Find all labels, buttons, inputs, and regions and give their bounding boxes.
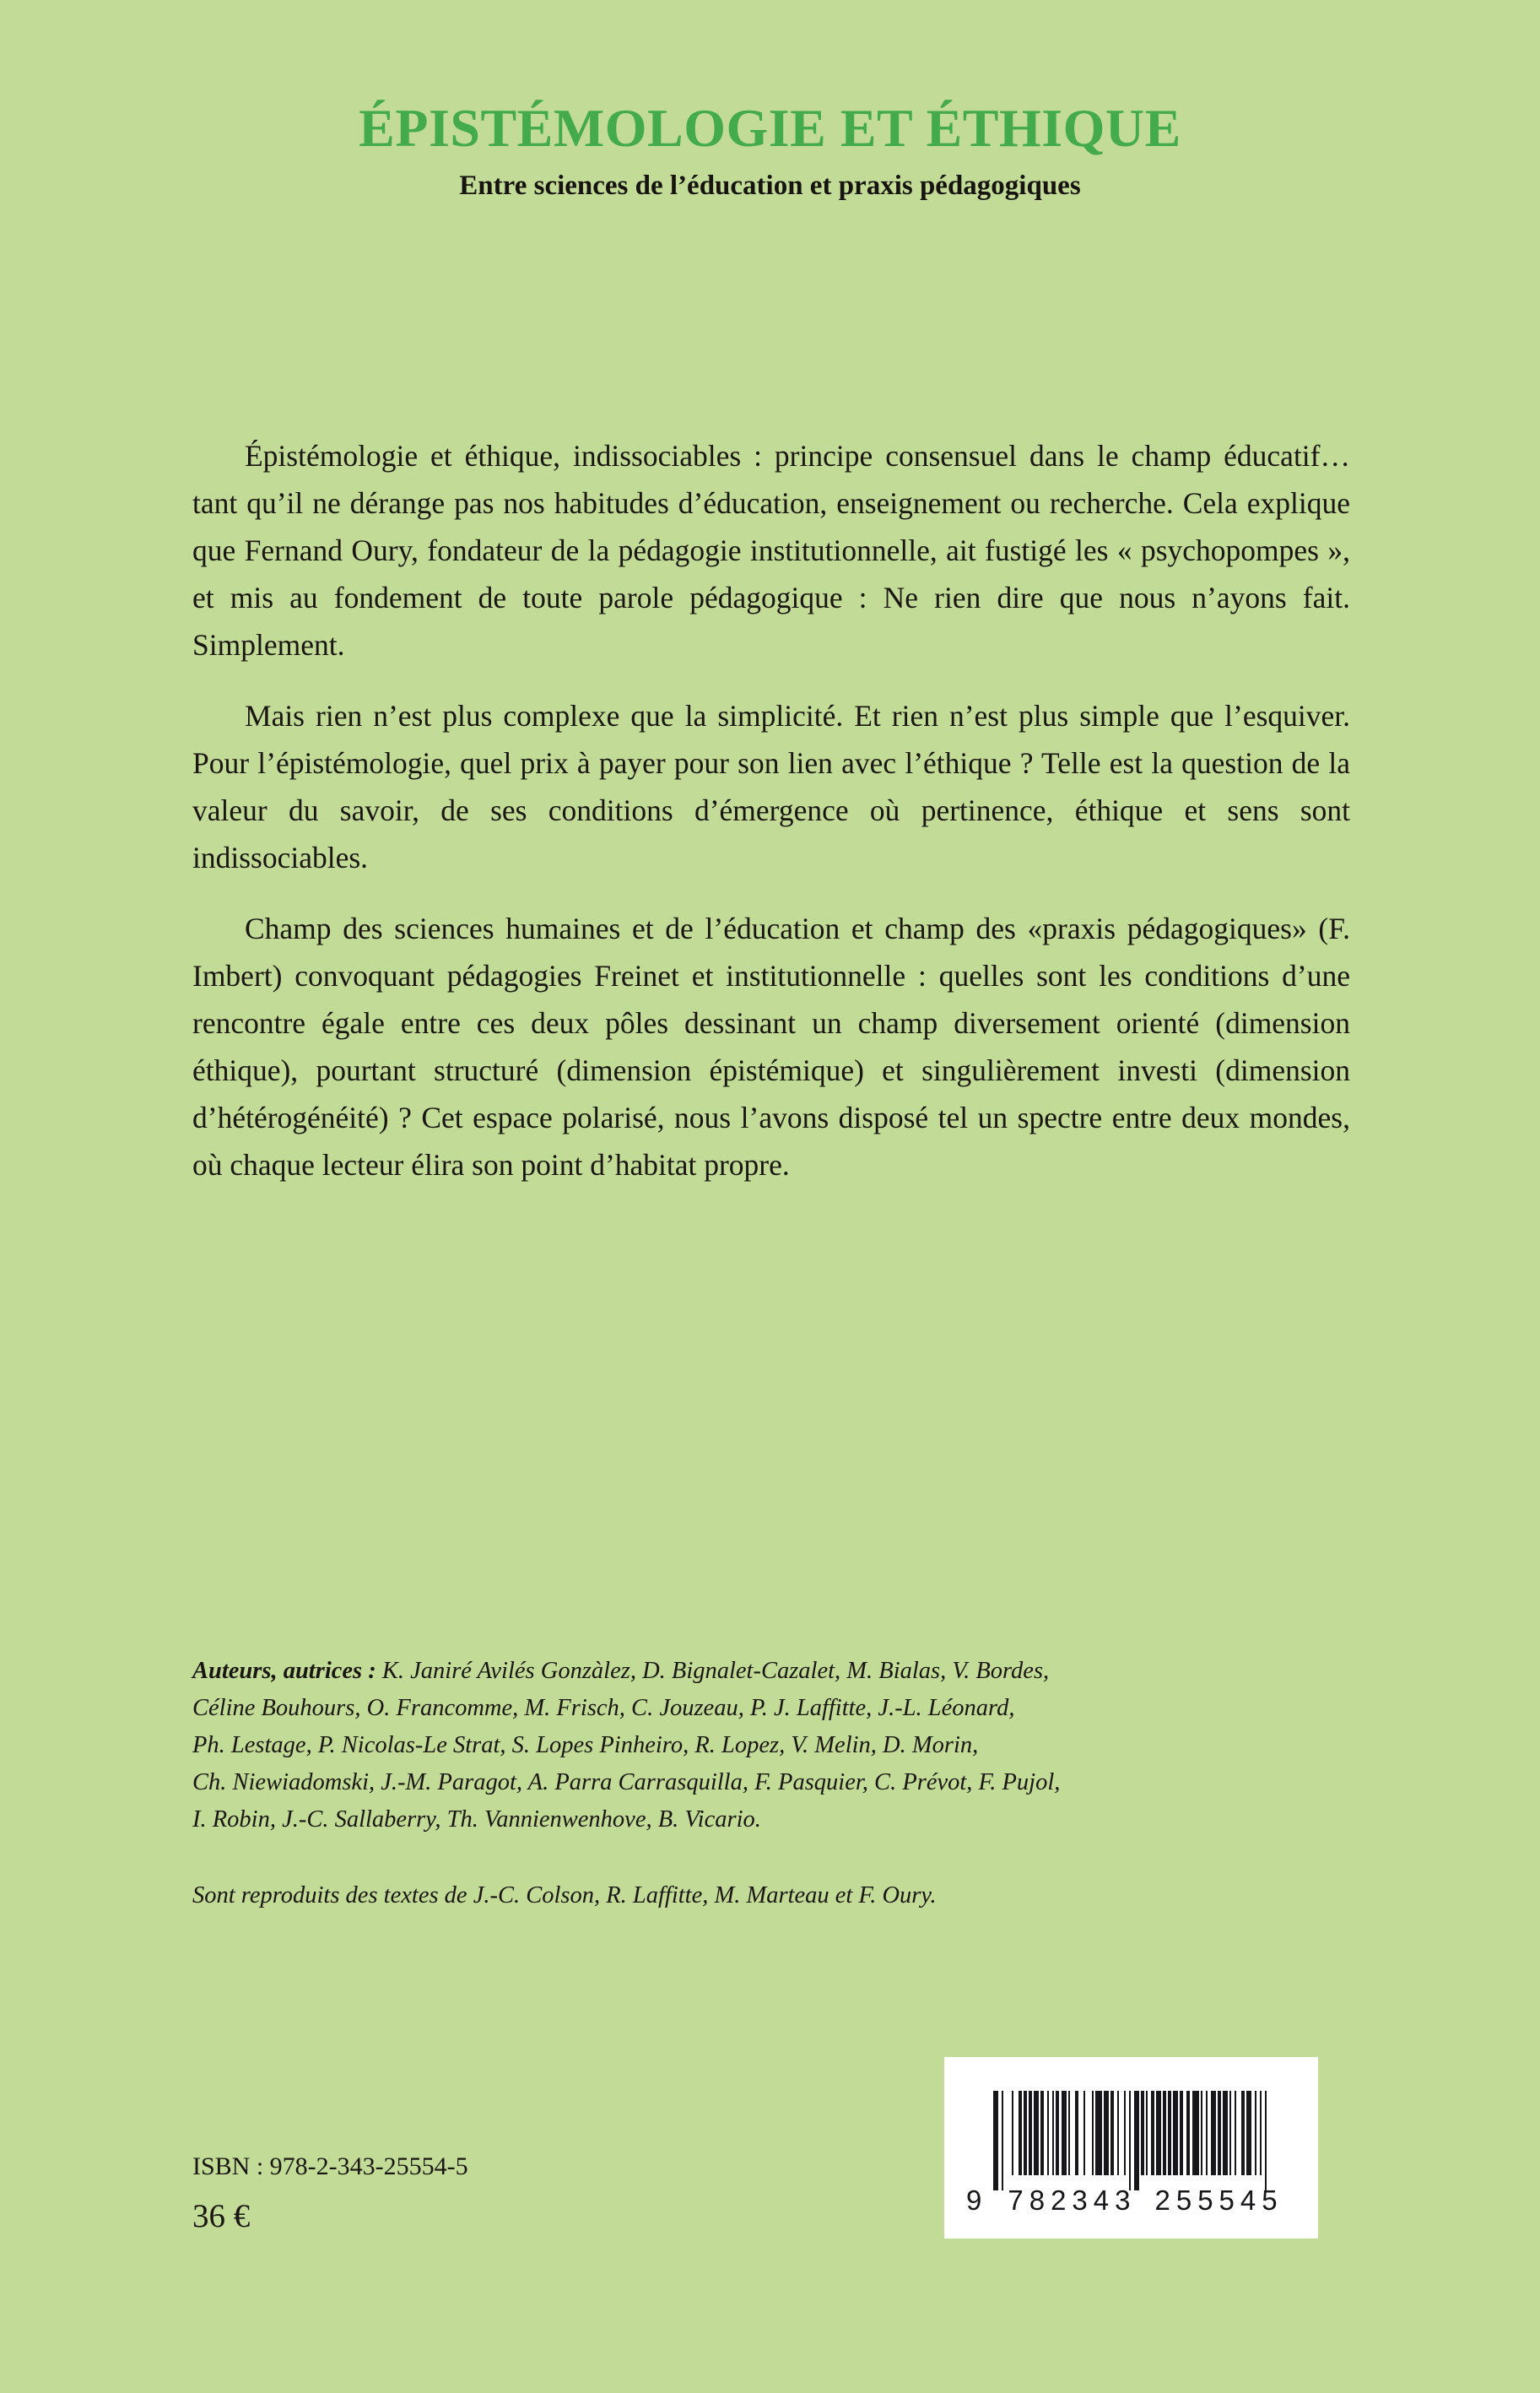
authors-names: K. Janiré Avilés Gonzàlez, D. Bignalet-Cazalet, M. Bialas, V. Bordes, xyxy=(381,1658,1050,1684)
barcode-bars xyxy=(993,2091,1272,2190)
blurb-paragraph: Épistémologie et éthique, indissociables : principe consensuel dans le champ éducatif… tant qu’il ne dérange pas nos habitudes d’éducation, enseignement ou recherche. Cela explique que Fernand Oury, fondateur de la pédagogie institutionnelle, ait fustigé les « psychopompes », et mis au fondement de toute parole pédagogique : Ne rien dire que nous n’ayons fait. Simplement. xyxy=(192,439,1350,662)
reproduced-texts-note: Sont reproduits des textes de J.-C. Colson, R. Laffitte, M. Marteau et F. Oury. xyxy=(192,1882,937,1908)
barcode-lead-digit: 9 xyxy=(966,2185,983,2216)
isbn-text: ISBN : 978-2-343-25554-5 xyxy=(192,2152,468,2180)
authors-line: Ch. Niewiadomski, J.-M. Paragot, A. Parra Carrasquilla, F. Pasquier, C. Prévot, F. Pujol, xyxy=(192,1769,1061,1795)
barcode-panel xyxy=(944,2057,1318,2239)
price-text: 36 € xyxy=(192,2198,251,2234)
barcode-right-group: 255545 xyxy=(1154,2185,1283,2216)
barcode-digits xyxy=(962,2185,1300,2216)
authors-line: I. Robin, J.-C. Sallaberry, Th. Vannienwenhove, B. Vicario. xyxy=(192,1806,761,1833)
page-subtitle: Entre sciences de l’éducation et praxis pédagogiques xyxy=(459,171,1081,202)
title-block xyxy=(0,100,1540,203)
page-title: ÉPISTÉMOLOGIE ET ÉTHIQUE xyxy=(359,98,1181,158)
authors-block xyxy=(192,1653,1350,1914)
barcode-left-group: 782343 xyxy=(1008,2185,1137,2216)
authors-line: Céline Bouhours, O. Francomme, M. Frisch, C. Jouzeau, P. J. Laffitte, J.-L. Léonard, xyxy=(192,1695,1015,1721)
authors-label: Auteurs, autrices : xyxy=(192,1658,382,1684)
authors-line: Ph. Lestage, P. Nicolas-Le Strat, S. Lopes Pinheiro, R. Lopez, V. Melin, D. Morin, xyxy=(192,1732,979,1758)
blurb-paragraph: Champ des sciences humaines et de l’éducation et champ des «praxis pédagogiques» (F. Imbert) convoquant pédagogies Freinet et institutionnelle : quelles sont les conditions d’une rencontre égale entre ces deux pôles dessinant un champ diversement orienté (dimension éthique), pourtant structuré (dimension épistémique) et singulièrement investi (dimension d’hétérogénéité) ? Cet espace polarisé, nous l’avons disposé tel un spectre entre deux mondes, où chaque lecteur élira son point d’habitat propre. xyxy=(192,912,1350,1182)
authors-first-line xyxy=(192,1653,1350,1690)
blurb-paragraph: Mais rien n’est plus complexe que la simplicité. Et rien n’est plus simple que l’esquiver. Pour l’épistémologie, quel prix à payer pour son lien avec l’éthique ? Telle est la question de la valeur du savoir, de ses conditions d’émergence où pertinence, éthique et sens sont indissociables. xyxy=(192,699,1350,874)
isbn-price-block xyxy=(192,2151,468,2239)
blurb-text xyxy=(192,432,1350,1188)
